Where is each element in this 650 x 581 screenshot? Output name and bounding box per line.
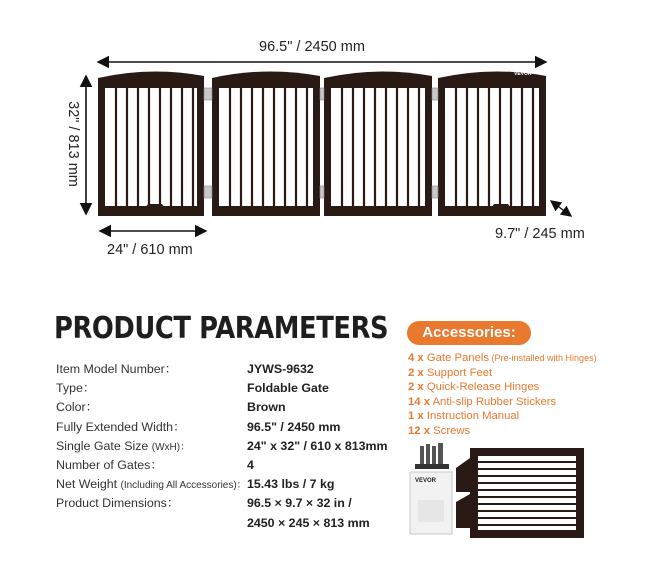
parameter-label: Color： xyxy=(56,400,98,415)
accessory-name: Support Feet xyxy=(423,366,493,379)
instruction-manual xyxy=(410,472,452,534)
accessory-name: Instruction Manual xyxy=(423,410,520,423)
parameter-label: Item Model Number： xyxy=(56,362,178,376)
parameter-value: 24" x 32" / 610 x 813mm xyxy=(247,438,388,453)
depth-dimension-label: 9.7" / 245 mm xyxy=(495,226,585,242)
height-dimension-label: 32" / 813 mm xyxy=(65,101,81,187)
parameter-row xyxy=(56,514,396,533)
section-heading: PRODUCT PARAMETERS xyxy=(54,311,389,346)
accessory-item xyxy=(408,380,597,395)
parameter-value: 15.43 lbs / 7 kg xyxy=(247,477,335,492)
parameter-value: 96.5 × 9.7 × 32 in / xyxy=(247,496,352,511)
gate-product-image xyxy=(96,66,548,222)
gate-panel xyxy=(324,71,432,216)
svg-text:VEVOR: VEVOR xyxy=(514,71,532,77)
gate-panel xyxy=(212,71,320,216)
accessory-name: Quick-Release Hinges xyxy=(423,381,540,394)
accessory-item xyxy=(408,424,597,439)
accessory-note: (Pre-installed with Hinges) xyxy=(489,353,597,363)
accessory-item xyxy=(408,409,597,424)
parameters-table xyxy=(56,360,396,533)
parameter-value: 96.5" / 2450 mm xyxy=(247,419,341,434)
parameter-row xyxy=(56,494,396,513)
parameter-value: Brown xyxy=(247,400,286,415)
width-dimension-label: 96.5" / 2450 mm xyxy=(259,39,365,55)
depth-arrow xyxy=(551,201,571,216)
parameter-label: Net Weight (Including All Accessories)： xyxy=(56,477,247,492)
accessory-item xyxy=(408,366,597,381)
accessory-quantity: 2 x xyxy=(408,366,424,379)
parameter-row xyxy=(56,475,396,494)
panel-width-dimension-label: 24" / 610 mm xyxy=(107,242,193,258)
parameter-value: 4 xyxy=(247,457,254,472)
parameter-label: Product Dimensions： xyxy=(56,496,180,511)
accessory-name: Screws xyxy=(430,424,471,437)
accessory-quantity: 12 x xyxy=(408,424,430,437)
accessory-quantity: 14 x xyxy=(408,395,430,408)
parameter-row xyxy=(56,398,396,417)
accessories-image xyxy=(404,440,588,540)
hinges-and-screws xyxy=(415,443,449,469)
accessory-name: Gate Panels xyxy=(423,352,490,364)
parameter-row xyxy=(56,360,396,379)
accessory-name: Anti-slip Rubber Stickers xyxy=(430,395,557,408)
parameter-value: JYWS-9632 xyxy=(247,362,314,376)
parameter-row xyxy=(56,437,396,456)
parameter-label: Type： xyxy=(56,381,96,396)
parameter-row xyxy=(56,456,396,475)
parameter-row xyxy=(56,379,396,398)
brand-logo-text: VEVOR xyxy=(415,478,437,484)
accessory-quantity: 4 x xyxy=(408,352,424,364)
support-feet-pair xyxy=(456,458,470,528)
folded-gate-stack xyxy=(470,448,584,538)
gate-panel xyxy=(98,71,204,216)
gate-panel xyxy=(438,71,546,216)
parameter-value: Foldable Gate xyxy=(247,381,329,396)
accessory-quantity: 1 x xyxy=(408,410,424,423)
parameter-label: Single Gate Size (WxH)： xyxy=(56,438,191,453)
parameter-value: 2450 × 245 × 813 mm xyxy=(247,515,370,530)
accessory-item xyxy=(408,395,597,410)
parameter-label: Number of Gates： xyxy=(56,457,163,472)
parameter-row xyxy=(56,418,396,437)
accessories-title-badge: Accessories: xyxy=(407,321,531,345)
accessory-quantity: 2 x xyxy=(408,381,424,394)
parameter-label: Fully Extended Width： xyxy=(56,419,186,434)
accessory-item xyxy=(408,351,597,366)
accessories-list xyxy=(408,351,597,439)
